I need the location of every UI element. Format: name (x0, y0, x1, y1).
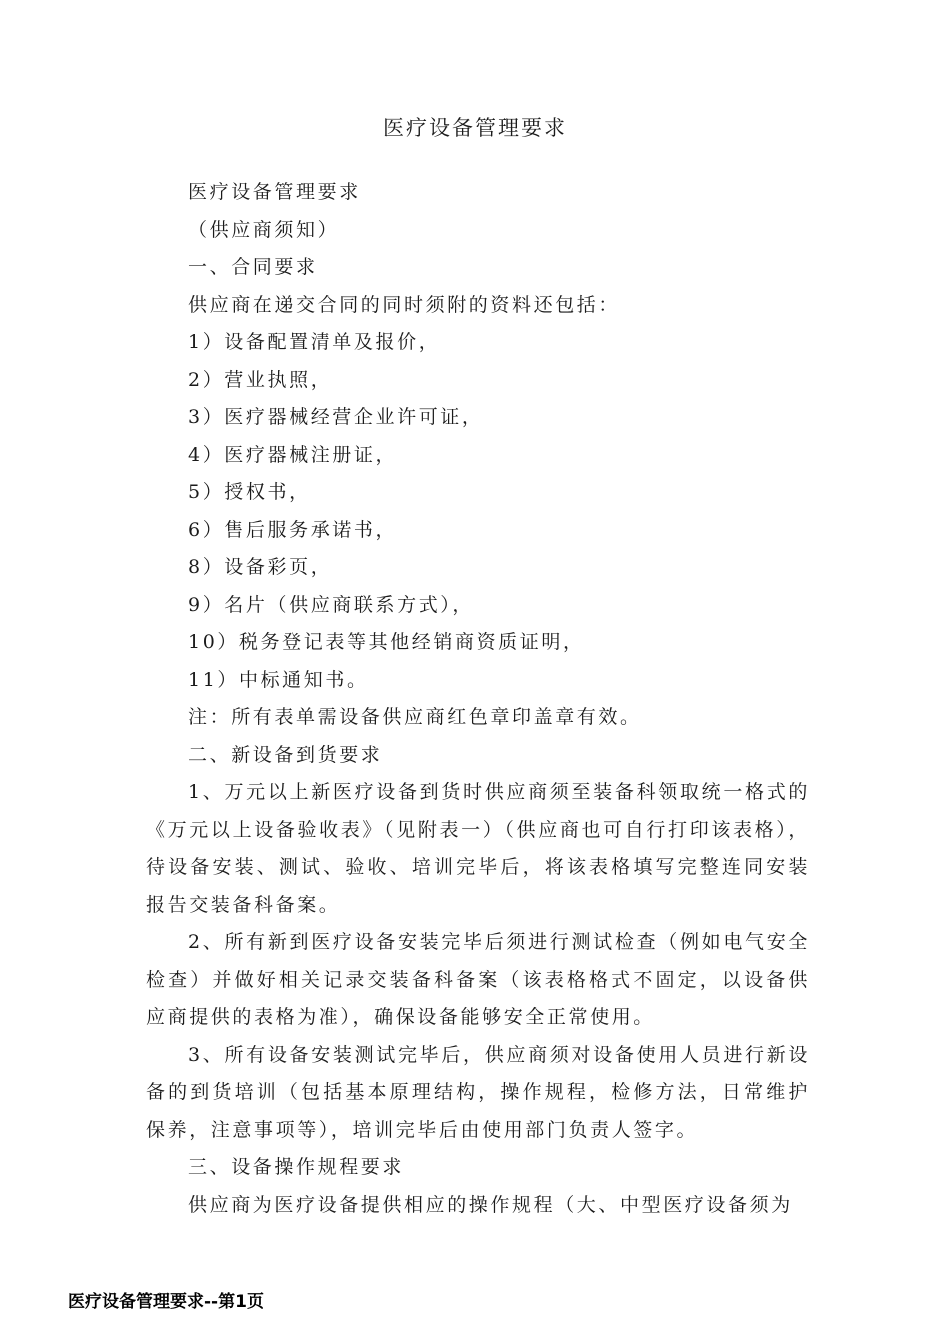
contract-note: 注：所有表单需设备供应商红色章印盖章有效。 (188, 706, 642, 728)
list-item: 8）设备彩页， (188, 556, 333, 578)
contract-intro: 供应商在递交合同的同时须附的资料还包括： (188, 293, 621, 316)
list-item: 10）税务登记表等其他经销商资质证明， (188, 631, 585, 653)
list-item: 4）医疗器械注册证， (188, 443, 398, 466)
operation-paragraph: 供应商为医疗设备提供相应的操作规程（大、中型医疗设备须为 (188, 1193, 793, 1216)
delivery-paragraph-1: 1、万元以上新医疗设备到货时供应商须至装备科领取统一格式的《万元以上设备验收表》（见附表一）（供应商也可自行打印该表格），待设备安装、测试、验收、培训完毕后，将该表格填写完整连同安装报告交装备科备案。 (146, 781, 810, 916)
delivery-paragraph-2: 2、所有新到医疗设备安装完毕后须进行测试检查（例如电气安全检查）并做好相关记录交装备科备案（该表格格式不固定，以设备供应商提供的表格为准），确保设备能够安全正常使用。 (146, 931, 810, 1028)
section-heading-contract: 一、合同要求 (188, 256, 318, 278)
list-item: 9）名片（供应商联系方式）， (188, 593, 474, 616)
document-title: 医疗设备管理要求 (383, 116, 567, 140)
section-heading-operation: 三、设备操作规程要求 (188, 1156, 405, 1178)
list-item: 6）售后服务承诺书， (188, 518, 398, 541)
list-item: 5）授权书， (188, 481, 311, 503)
page-footer: 医疗设备管理要求--第1页 (68, 1292, 264, 1312)
document-body (146, 174, 810, 1224)
list-item: 2）营业执照， (188, 368, 333, 391)
body-subheading: （供应商须知） (188, 218, 340, 241)
list-item: 11）中标通知书。 (188, 668, 369, 691)
body-heading: 医疗设备管理要求 (188, 181, 361, 203)
delivery-paragraph-3: 3、所有设备安装测试完毕后，供应商须对设备使用人员进行新设备的到货培训（包括基本原理结构，操作规程，检修方法，日常维护保养，注意事项等），培训完毕后由使用部门负责人签字。 (146, 1043, 810, 1141)
list-item: 1）设备配置清单及报价， (188, 331, 441, 353)
section-heading-delivery: 二、新设备到货要求 (188, 743, 383, 766)
list-item: 3）医疗器械经营企业许可证， (188, 406, 484, 428)
